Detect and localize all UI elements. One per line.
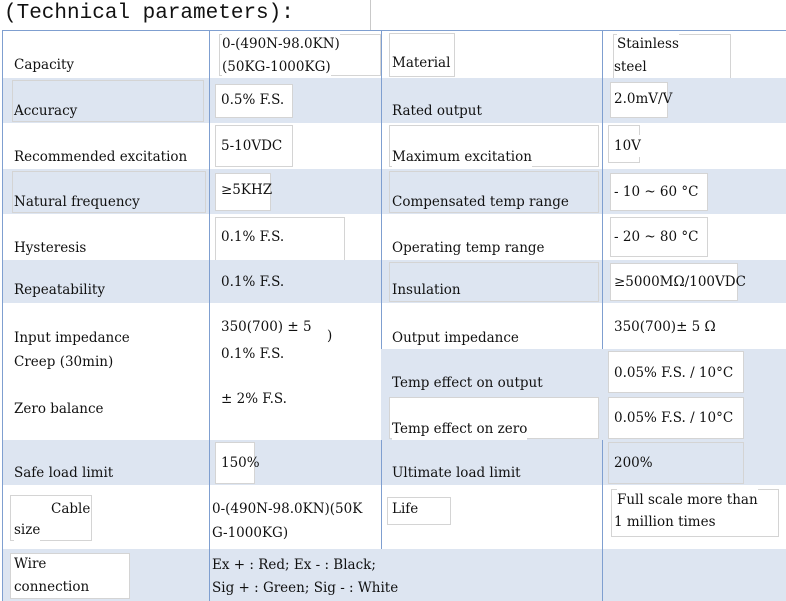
- param-label: Temp effect on zero: [392, 418, 527, 440]
- param-value: 0-(490N-98.0KN)(50K: [212, 498, 362, 520]
- param-value: 0-(490N-98.0KN): [222, 33, 340, 55]
- param-value: Stainless: [617, 33, 679, 55]
- table-row: [3, 31, 786, 79]
- param-label: Wire: [14, 556, 47, 572]
- param-label: Zero balance: [14, 398, 104, 420]
- param-value: G-1000KG): [212, 522, 288, 544]
- param-value: 10V: [614, 135, 641, 157]
- param-label: Natural frequency: [14, 194, 140, 210]
- param-label: Compensated temp range: [392, 194, 569, 210]
- param-label: Cable: [51, 498, 90, 520]
- param-value: 5-10VDC: [221, 135, 282, 157]
- table-row: [3, 214, 786, 261]
- param-value: (50KG-1000KG): [222, 56, 331, 78]
- table-row: [3, 391, 786, 441]
- param-value: ± 2% F.S.: [221, 388, 287, 410]
- param-value: 0.1% F.S.: [221, 274, 285, 290]
- param-label: Operating temp range: [392, 237, 545, 259]
- param-label: size: [14, 519, 40, 541]
- table-row: [3, 123, 786, 170]
- param-value: Full scale more than: [617, 489, 758, 511]
- table-row: [3, 346, 786, 396]
- param-label: Life: [392, 498, 418, 520]
- param-value: ≥5000MΩ/100VDC: [614, 274, 746, 290]
- param-value: ): [327, 325, 332, 347]
- param-value: 1 million times: [614, 511, 716, 533]
- param-label: connection: [14, 579, 90, 595]
- param-label: Hysteresis: [14, 237, 86, 259]
- param-value: 150%: [221, 455, 260, 471]
- param-label: Maximum excitation: [392, 146, 532, 168]
- table-row: [3, 485, 786, 550]
- param-label: Temp effect on output: [392, 375, 543, 391]
- param-value: 0.05% F.S. / 10°C: [614, 362, 733, 384]
- param-value: - 10 ~ 60 °C: [614, 184, 699, 200]
- param-value: ≥5KHZ: [221, 182, 273, 198]
- param-value: 350(700)± 5 Ω: [614, 316, 716, 338]
- table-row: [3, 549, 786, 601]
- table-row: [3, 303, 786, 350]
- param-label: Recommended excitation: [14, 146, 187, 168]
- param-value: Sig + : Green; Sig - : White: [212, 580, 399, 596]
- param-label: Accuracy: [14, 103, 78, 119]
- param-value: Ex + : Red; Ex - : Black;: [212, 557, 376, 573]
- param-label: Insulation: [392, 282, 461, 298]
- param-label: Rated output: [392, 103, 482, 119]
- param-value: 350(700) ± 5: [221, 316, 312, 338]
- param-value: - 20 ~ 80 °C: [614, 226, 698, 248]
- param-value: 0.1% F.S.: [221, 343, 284, 365]
- param-value: 200%: [614, 455, 653, 471]
- page-title: (Technical parameters):: [4, 0, 371, 31]
- technical-parameters-table: [2, 30, 786, 601]
- param-value: steel: [614, 56, 647, 78]
- param-label: Capacity: [14, 54, 74, 76]
- param-label: Material: [392, 52, 450, 74]
- param-label: Output impedance: [392, 327, 519, 349]
- param-value: 2.0mV/V: [614, 91, 673, 107]
- table-row: [3, 440, 786, 486]
- table-row: [3, 260, 786, 304]
- param-label: Safe load limit: [14, 465, 114, 481]
- param-label: Ultimate load limit: [392, 465, 521, 481]
- param-label: Creep (30min): [14, 351, 113, 373]
- param-label: Input impedance: [14, 327, 130, 349]
- param-value: 0.1% F.S.: [221, 226, 284, 248]
- param-label: Repeatability: [14, 282, 105, 298]
- param-value: 0.5% F.S.: [221, 92, 285, 108]
- param-value: 0.05% F.S. / 10°C: [614, 407, 733, 429]
- table-row: [3, 169, 786, 215]
- table-row: [3, 78, 786, 124]
